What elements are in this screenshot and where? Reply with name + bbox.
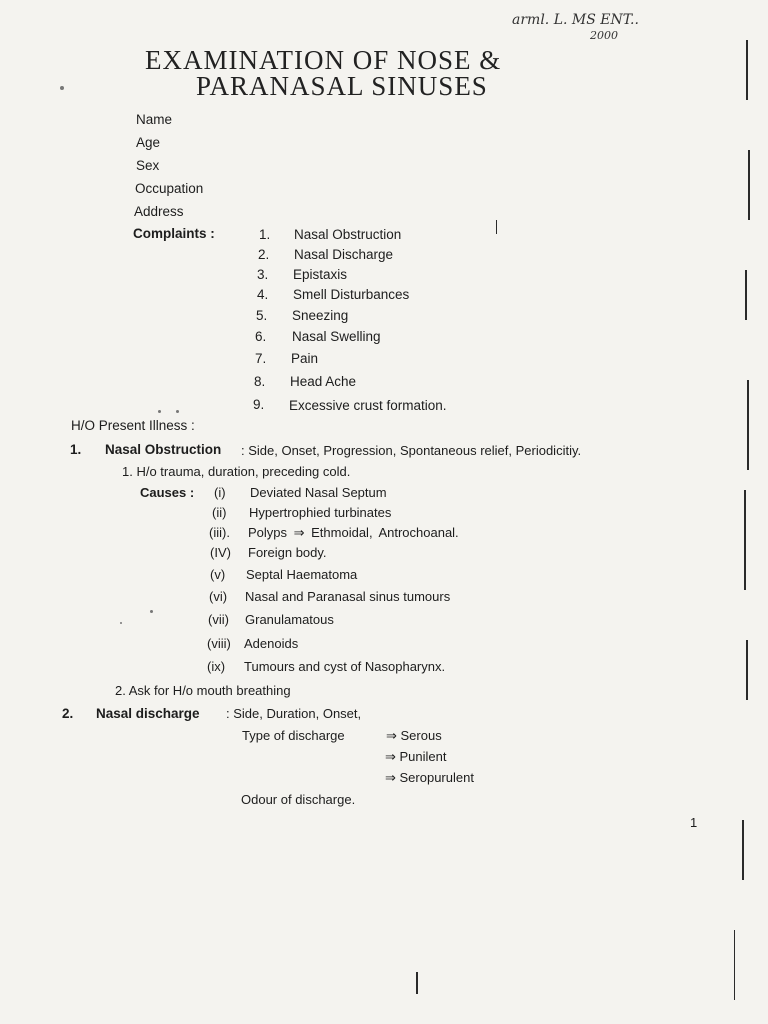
cause-num: (i) <box>214 485 226 500</box>
discharge-type: ⇒ Serous <box>386 728 442 743</box>
complaint-num: 2. <box>258 247 270 262</box>
field-address: Address <box>134 204 184 219</box>
complaint-num: 3. <box>257 267 269 282</box>
section-2-details: : Side, Duration, Onset, <box>226 706 362 721</box>
cause-num: (viii) <box>207 636 231 651</box>
section-1-sub-1: 1. H/o trauma, duration, preceding cold. <box>122 464 351 479</box>
complaint-num: 6. <box>255 329 267 344</box>
cause-num: (vi) <box>209 589 228 604</box>
cause-text: Nasal and Paranasal sinus tumours <box>245 589 451 604</box>
handwritten-note: arml. L. MS ENT.. <box>512 12 639 28</box>
complaint-text: Epistaxis <box>293 267 348 282</box>
field-age: Age <box>136 135 161 150</box>
cause-num: (iii). <box>209 525 230 540</box>
complaint-text: Excessive crust formation. <box>289 398 447 413</box>
complaint-text: Head Ache <box>290 374 357 389</box>
title-line-2: PARANASAL SINUSES <box>196 71 488 101</box>
handwritten-year: 2000 <box>590 29 618 42</box>
section-2-number: 2. <box>62 706 74 721</box>
title-line-1: EXAMINATION OF NOSE & <box>145 45 502 75</box>
complaint-text: Smell Disturbances <box>293 287 410 302</box>
cause-text: Adenoids <box>244 636 299 651</box>
complaint-text: Nasal Discharge <box>294 247 394 262</box>
complaint-text: Pain <box>291 351 319 366</box>
section-1-sub-2: 2. Ask for H/o mouth breathing <box>115 683 291 698</box>
cause-text: Granulamatous <box>245 612 334 627</box>
cause-num: (ii) <box>212 505 227 520</box>
causes-label: Causes : <box>140 485 195 500</box>
cause-num: (IV) <box>210 545 231 560</box>
section-1-details: : Side, Onset, Progression, Spontaneous relief, Periodicitiy. <box>241 443 582 458</box>
field-sex: Sex <box>136 158 160 173</box>
discharge-type: ⇒ Punilent <box>385 749 447 764</box>
complaint-num: 7. <box>255 351 267 366</box>
field-name: Name <box>136 112 173 127</box>
cause-text: Foreign body. <box>248 545 327 560</box>
complaint-num: 5. <box>256 308 268 323</box>
odour-of-discharge: Odour of discharge. <box>241 792 356 807</box>
field-occupation: Occupation <box>135 181 204 196</box>
complaint-text: Sneezing <box>292 308 349 323</box>
cause-num: (vii) <box>208 612 229 627</box>
cause-text: Septal Haematoma <box>246 567 358 582</box>
discharge-type: ⇒ Seropurulent <box>385 770 474 785</box>
cause-num: (ix) <box>207 659 226 674</box>
complaint-num: 4. <box>257 287 269 302</box>
cause-text: Tumours and cyst of Nasopharynx. <box>244 659 446 674</box>
page-number: 1 <box>690 815 698 830</box>
section-1-number: 1. <box>70 442 82 457</box>
cause-text: Hypertrophied turbinates <box>249 505 392 520</box>
present-illness-heading: H/O Present Illness : <box>71 418 195 433</box>
complaint-num: 8. <box>254 374 266 389</box>
cause-text: Deviated Nasal Septum <box>250 485 387 500</box>
cause-num: (v) <box>210 567 226 582</box>
complaint-num: 1. <box>259 227 271 242</box>
section-1-label: Nasal Obstruction <box>105 442 222 457</box>
cause-text: Polyps ⇒ Ethmoidal, Antrochoanal. <box>248 525 459 540</box>
section-2-label: Nasal discharge <box>96 706 200 721</box>
complaint-text: Nasal Swelling <box>292 329 381 344</box>
complaints-label: Complaints : <box>133 226 215 241</box>
complaint-text: Nasal Obstruction <box>294 227 402 242</box>
discharge-type-label: Type of discharge <box>242 728 345 743</box>
complaint-num: 9. <box>253 397 265 412</box>
